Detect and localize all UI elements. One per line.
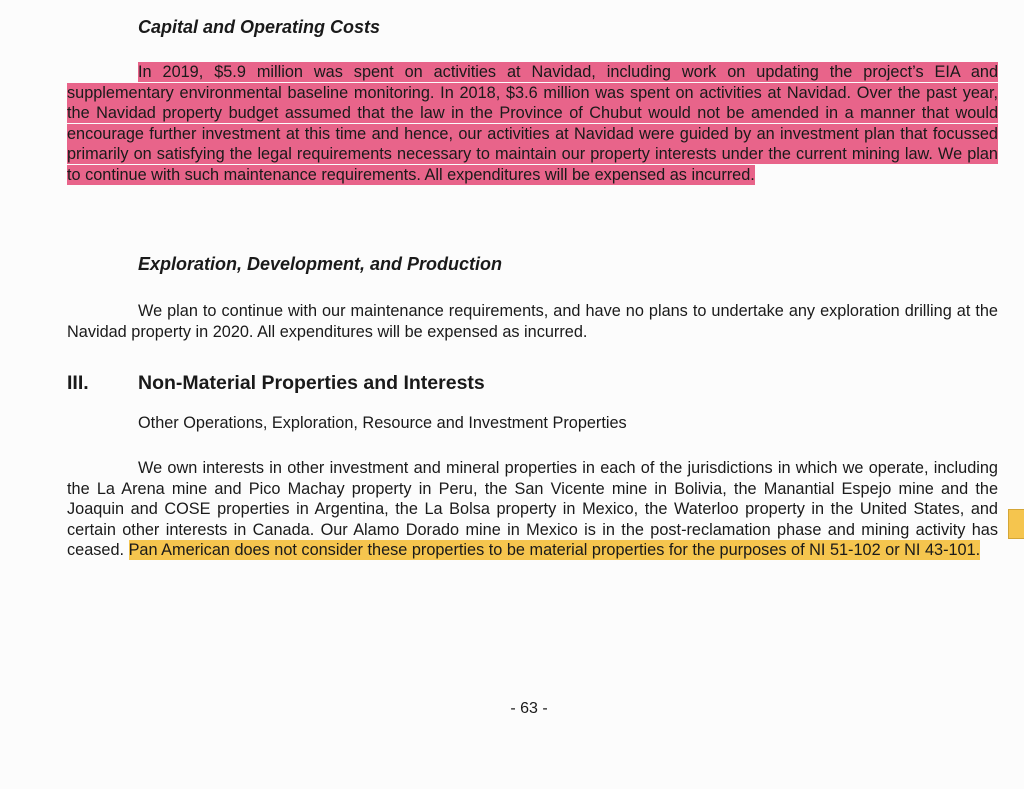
section-title: Non-Material Properties and Interests bbox=[138, 372, 485, 394]
heading-capital-costs: Capital and Operating Costs bbox=[138, 17, 381, 37]
annotation-margin-tab[interactable] bbox=[1008, 509, 1024, 539]
paragraph-exploration: We plan to continue with our maintenance requirements, and have no plans to undertake any exploration drilling at the Navidad property in 2020. All expenditures will be expensed as incurred. bbox=[67, 302, 998, 341]
section-subheading: Other Operations, Exploration, Resource and Investment Properties bbox=[138, 414, 627, 432]
yellow-highlight[interactable]: Pan American does not consider these properties to be material properties for the purposes of NI 51-102 or NI 43-101. bbox=[128, 541, 981, 560]
interests-text: We own interests in other investment and mineral properties in each of the jurisdictions in which we operate, including the La Arena mine and Pico Machay property in Peru, the San Vicente mine in Bolivia, the Manantial Espejo mine and the Joaquin and COSE properties in Argentina, the La Bolsa property in Mexico, the Waterloo property in the United States, and certain other interests in Canada. Our Alamo Dorado mine in Mexico is in the post-reclamation phase and mining activity has ceased. bbox=[67, 459, 998, 560]
paragraph-capital-costs bbox=[67, 62, 998, 186]
section-number: III. bbox=[67, 372, 89, 394]
heading-exploration: Exploration, Development, and Production bbox=[138, 254, 503, 274]
page-number: - 63 - bbox=[510, 700, 548, 717]
pink-highlight[interactable]: In 2019, $5.9 million was spent on activities at Navidad, including work on updating the project’s EIA and supplementary environmental baseline monitoring. In 2018, $3.6 million was spent on activities at Navidad. Over the past year, the Navidad property budget assumed that the law in the Province of Chubut would not be amended in a manner that would encourage further investment at this time and hence, our activities at Navidad were guided by an investment plan that focussed primarily on satisfying the legal requirements necessary to maintain our property interests under the current mining law. We plan to continue with such maintenance requirements. All expenditures will be expensed as incurred. bbox=[67, 63, 998, 184]
paragraph-interests bbox=[67, 458, 998, 561]
